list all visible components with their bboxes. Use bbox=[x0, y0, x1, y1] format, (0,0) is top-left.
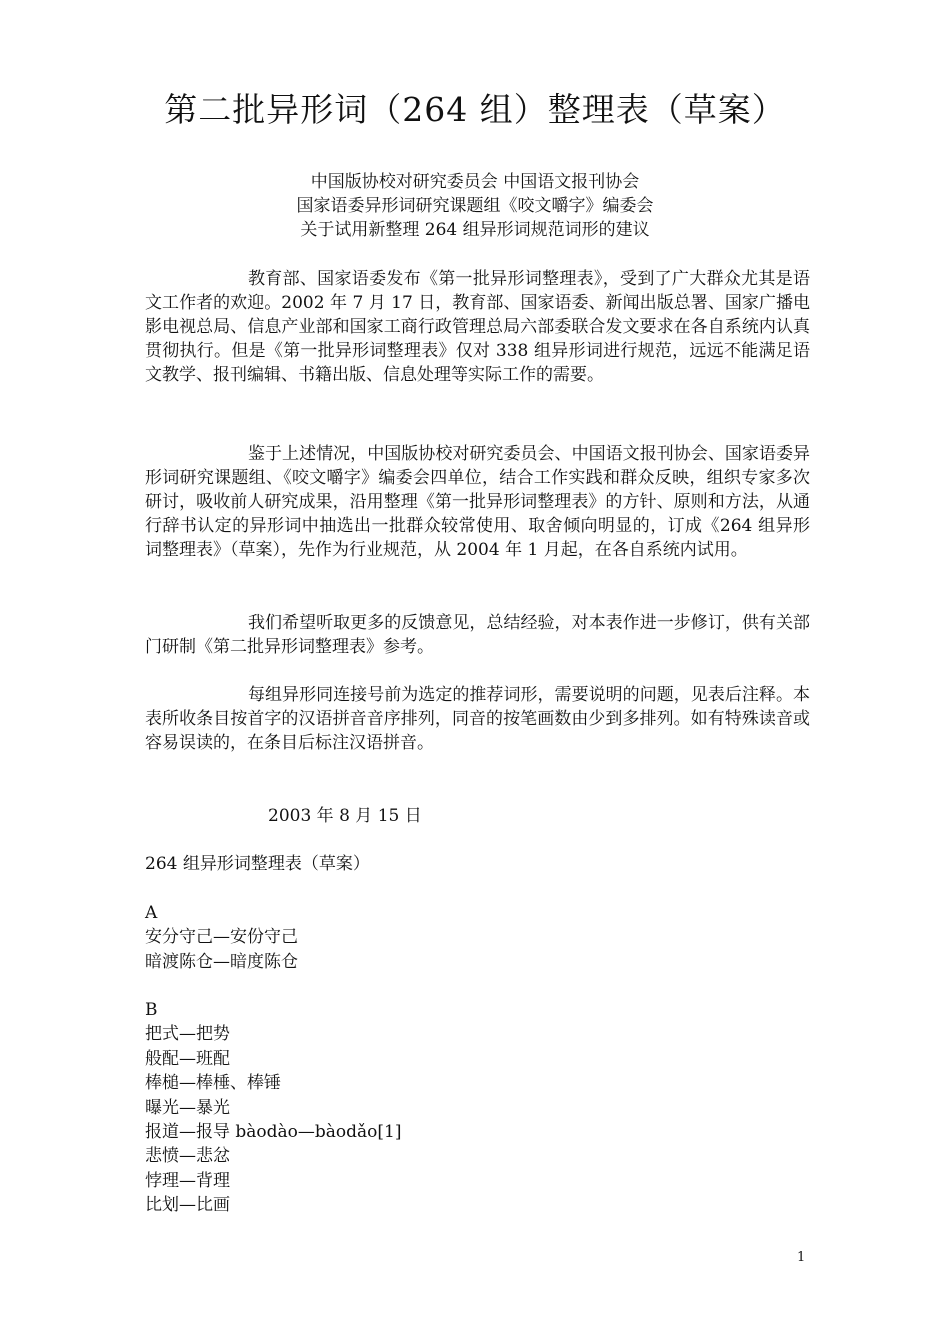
list-item: 般配—班配 bbox=[145, 1048, 230, 1069]
issuing-organizations bbox=[0, 170, 950, 242]
org-line: 国家语委异形词研究课题组《咬文嚼字》编委会 bbox=[296, 196, 654, 216]
letter-group-a bbox=[145, 901, 298, 974]
org-line: 中国版协校对研究委员会 中国语文报刊协会 bbox=[310, 172, 640, 192]
document-date: 2003 年 8 月 15 日 bbox=[268, 806, 422, 826]
document-title: 第二批异形词（264 组）整理表（草案） bbox=[164, 90, 786, 129]
page-number: 1 bbox=[797, 1250, 806, 1265]
group-letter: B bbox=[145, 1000, 158, 1020]
list-item: 报道—报导 bàodào—bàodǎo[1] bbox=[145, 1121, 402, 1142]
list-item: 比划—比画 bbox=[145, 1195, 230, 1216]
list-item: 曝光—暴光 bbox=[145, 1097, 230, 1118]
body-paragraph: 鉴于上述情况，中国版协校对研究委员会、中国语文报刊协会、国家语委异形词研究课题组、《咬文嚼字》编委会四单位，结合工作实践和群众反映，组织专家多次研讨，吸收前人研究成果，沿用整理《第一批异形词整理表》的方针、原则和方法，从通行辞书认定的异形词中抽选出一批群众较常使用、取舍倾向明显的，订成《264 组异形词整理表》（草案），先作为行业规范，从 2004 年 1 月起，在各自系统内试用。 bbox=[145, 444, 810, 560]
table-title: 264 组异形词整理表（草案） bbox=[145, 854, 370, 874]
group-letter: A bbox=[145, 903, 158, 923]
list-item: 悖理—背理 bbox=[145, 1170, 230, 1191]
body-paragraph: 每组异形同连接号前为选定的推荐词形，需要说明的问题，见表后注释。本表所收条目按首字的汉语拼音音序排列，同音的按笔画数由少到多排列。如有特殊读音或容易误读的，在条目后标注汉语拼音。 bbox=[145, 685, 810, 753]
list-item: 把式—把势 bbox=[145, 1024, 230, 1045]
list-item: 安分守己—安份守己 bbox=[145, 927, 298, 948]
list-item: 悲愤—悲忿 bbox=[145, 1146, 230, 1167]
list-item: 暗渡陈仓—暗度陈仓 bbox=[145, 951, 298, 972]
letter-group-b bbox=[145, 998, 402, 1218]
proposal-title: 关于试用新整理 264 组异形词规范词形的建议 bbox=[300, 220, 650, 240]
body-paragraph: 我们希望听取更多的反馈意见，总结经验，对本表作进一步修订，供有关部门研制《第二批异形词整理表》参考。 bbox=[145, 613, 810, 657]
body-paragraph: 教育部、国家语委发布《第一批异形词整理表》，受到了广大群众尤其是语文工作者的欢迎。2002 年 7 月 17 日，教育部、国家语委、新闻出版总署、国家广播电影电视总局、信息产业部和国家工商行政管理总局六部委联合发文要求在各自系统内认真贯彻执行。但是《第一批异形词整理表》仅对 338 组异形词进行规范，远远不能满足语文教学、报刊编辑、书籍出版、信息处理等实际工作的需要。 bbox=[145, 269, 810, 385]
list-item: 棒槌—棒棰、棒锤 bbox=[145, 1073, 281, 1094]
